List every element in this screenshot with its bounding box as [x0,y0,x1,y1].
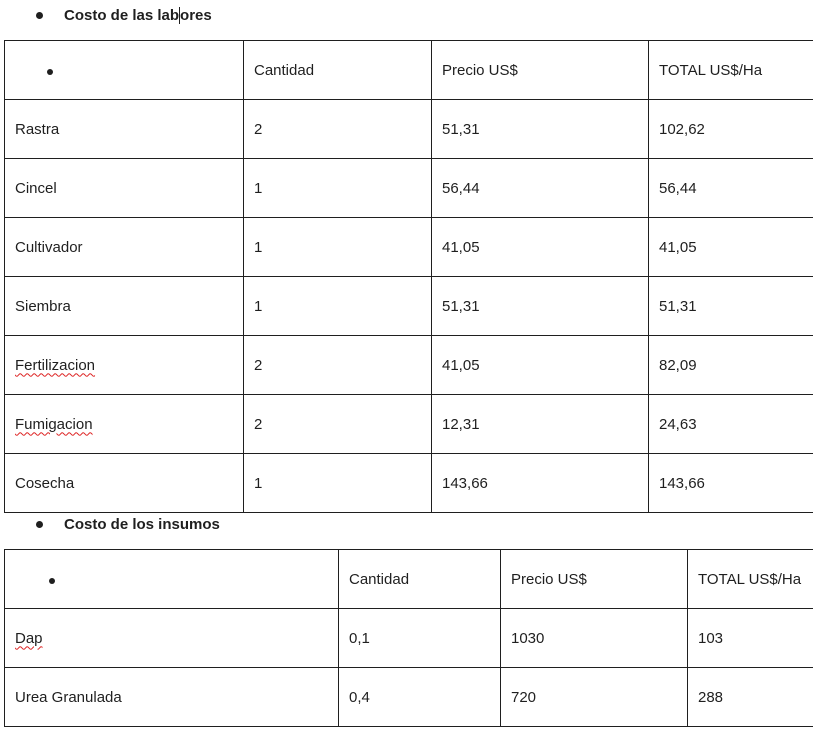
cantidad-cell: 0,4 [339,668,501,727]
precio-cell: 41,05 [432,218,649,277]
column-header: Precio US$ [501,550,688,609]
cantidad-cell: 1 [244,218,432,277]
total-cell: 56,44 [649,159,813,218]
row-label [5,336,244,395]
table-row [5,609,813,668]
column-header: TOTAL US$/Ha [688,550,813,609]
column-header: Precio US$ [432,41,649,100]
table-row [5,668,813,727]
cantidad-cell: 2 [244,100,432,159]
precio-cell: 51,31 [432,277,649,336]
precio-cell: 143,66 [432,454,649,513]
total-cell: 41,05 [649,218,813,277]
row-label: Cincel [5,159,244,218]
column-header: Cantidad [339,550,501,609]
precio-cell: 1030 [501,609,688,668]
row-label: Cosecha [5,454,244,513]
row-label [5,395,244,454]
cantidad-cell: 1 [244,454,432,513]
total-cell: 51,31 [649,277,813,336]
header-bullet-cell [5,41,244,100]
table-row [5,277,813,336]
table-header-row [5,550,813,609]
cantidad-cell: 2 [244,336,432,395]
column-header: Cantidad [244,41,432,100]
precio-cell: 56,44 [432,159,649,218]
misspelled-word[interactable]: Fertilizacion [15,356,96,374]
bullet-icon [36,521,43,528]
column-header: TOTAL US$/Ha [649,41,813,100]
total-cell: 143,66 [649,454,813,513]
table-row [5,395,813,454]
total-cell: 288 [688,668,813,727]
table-row [5,454,813,513]
heading-text-part1: Costo de las lab [64,6,180,24]
table-header-row [5,41,813,100]
total-cell: 102,62 [649,100,813,159]
section-heading-insumos [0,512,220,536]
misspelled-word[interactable]: Dap [15,629,43,647]
row-label: Rastra [5,100,244,159]
precio-cell: 12,31 [432,395,649,454]
precio-cell: 41,05 [432,336,649,395]
cantidad-cell: 0,1 [339,609,501,668]
table-row [5,100,813,159]
cantidad-cell: 1 [244,159,432,218]
row-label [5,609,339,668]
bullet-icon [47,69,53,75]
misspelled-word[interactable]: Fumigacion [15,415,93,433]
insumos-table [4,549,813,727]
total-cell: 103 [688,609,813,668]
cantidad-cell: 2 [244,395,432,454]
row-label: Cultivador [5,218,244,277]
total-cell: 82,09 [649,336,813,395]
heading-text-part2: ores [180,6,212,24]
bullet-icon [36,12,43,19]
table-row [5,159,813,218]
precio-cell: 720 [501,668,688,727]
row-label: Urea Granulada [5,668,339,727]
table-row [5,336,813,395]
row-label: Siembra [5,277,244,336]
precio-cell: 51,31 [432,100,649,159]
bullet-icon [49,578,55,584]
section-heading-labores [0,3,212,27]
cantidad-cell: 1 [244,277,432,336]
header-bullet-cell [5,550,339,609]
table-row [5,218,813,277]
labores-table [4,40,813,513]
total-cell: 24,63 [649,395,813,454]
heading-text: Costo de los insumos [64,515,220,533]
